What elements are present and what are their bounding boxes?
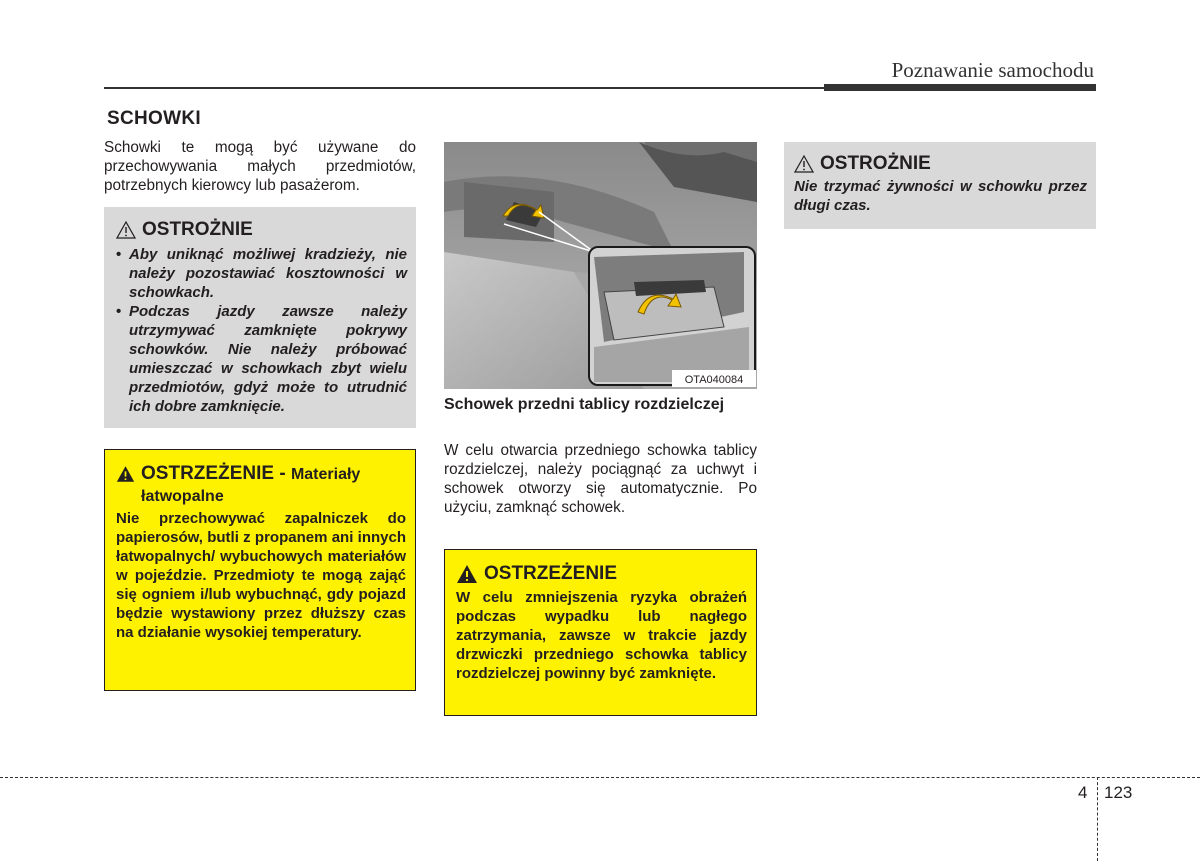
- footer-rule: [0, 777, 1200, 778]
- warning-text: Nie przechowywać zapalniczek do papierosów, butli z propanem ani innych łatwopalnych/ wybuchowych materiałów w pojeździe. Przedmioty te mogą zająć się ogniem i/lub wybuchnąć, gdy pojazd będzie wystawiony przez dłuższy czas na działanie wysokiej temperatury.: [116, 510, 406, 641]
- footer-divider: [1097, 777, 1098, 861]
- caution-icon: [116, 221, 136, 239]
- warning-box-left: [104, 449, 416, 691]
- caution-title-text: OSTROŻNIE: [142, 219, 253, 240]
- warning-box-middle: [444, 549, 757, 716]
- glovebox-paragraph: W celu otwarcia przedniego schowka tablicy rozdzielczej, należy pociągnąć za uchwyt i schowek otworzy się automatycznie. Po użyciu, zamknąć schowek.: [444, 442, 757, 516]
- warning-title-text: OSTRZEŻENIE -: [141, 463, 286, 484]
- warning-icon: [116, 464, 135, 484]
- chapter-number: 4: [1078, 783, 1088, 802]
- warning-title: [116, 463, 406, 507]
- glovebox-illustration: [444, 142, 757, 389]
- intro-paragraph: Schowki te mogą być używane do przechowywania małych przedmiotów, potrzebnych kierowcy lub pasażerom.: [104, 139, 416, 194]
- caution-text: Nie trzymać żywności w schowku przez długi czas.: [794, 178, 1087, 214]
- caution-title: [794, 153, 1087, 175]
- figure-caption: Schowek przedni tablicy rozdzielczej: [444, 396, 725, 413]
- caution-box-left: [104, 207, 416, 428]
- warning-subtitle: Materiały łatwopalne: [141, 466, 361, 505]
- page-number: 123: [1104, 783, 1133, 802]
- warning-text: W celu zmniejszenia ryzyka obrażeń podczas wypadku lub nagłego zatrzymania, zawsze w trakcie jazdy drzwiczki przedniego schowka tablicy rozdzielczej powinny być zamknięte.: [456, 589, 747, 682]
- caution-item: • Podczas jazdy zawsze należy utrzymywać zamknięte pokrywy schowków. Nie należy próbować umieszczać w schowkach zbyt wielu przedmiotów, gdyż może to utrudnić ich dobre zamknięcie.: [114, 302, 407, 416]
- running-header: Poznawanie samochodu: [891, 58, 1094, 82]
- caution-item: • Aby uniknąć możliwej kradzieży, nie należy pozostawiać kosztowności w schowkach.: [114, 245, 407, 302]
- header-rule: [104, 87, 824, 89]
- caution-title-text: OSTROŻNIE: [820, 153, 931, 174]
- warning-icon: [456, 564, 478, 584]
- warning-title-text: OSTRZEŻENIE: [484, 563, 618, 584]
- section-title: SCHOWKI: [107, 108, 201, 129]
- figure-code: OTA040084: [684, 374, 744, 386]
- caution-title: [116, 219, 407, 241]
- header-rule-accent: [824, 84, 1096, 91]
- caution-icon: [794, 155, 814, 173]
- caution-list: [114, 245, 407, 416]
- caution-box-right: [784, 142, 1096, 229]
- warning-title: [456, 563, 747, 585]
